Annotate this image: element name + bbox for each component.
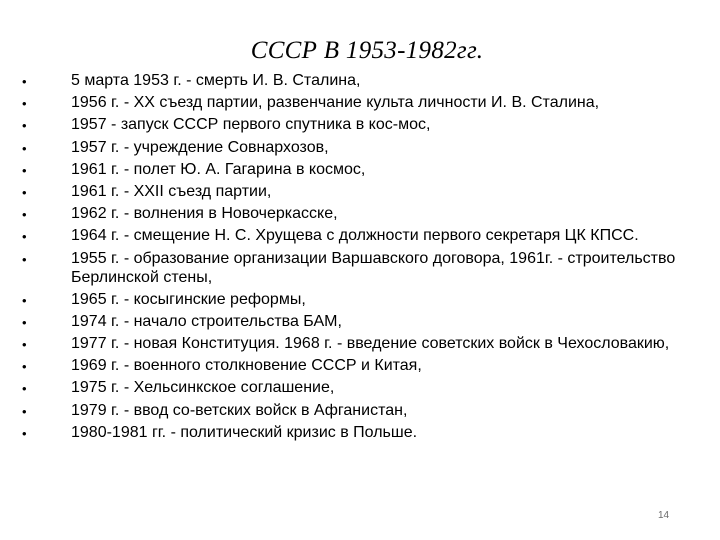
bullet-dot: • (22, 337, 27, 353)
list-item-text: 1969 г. - военного столкновение СССР и Китая, (71, 357, 422, 375)
bullet-dot: • (22, 425, 27, 441)
bullet-dot: • (22, 96, 27, 112)
list-item (22, 182, 702, 201)
list-item (22, 138, 702, 157)
list-item (22, 160, 702, 179)
list-item (22, 401, 702, 420)
bullet-dot: • (22, 207, 27, 223)
list-item-text: 1980-1981 гг. - политический кризис в Польше. (71, 423, 418, 441)
list-item-text: 1975 г. - Хельсинкское соглашение, (71, 379, 335, 397)
bullet-dot: • (22, 118, 27, 134)
bullet-dot: • (22, 314, 27, 330)
list-item (22, 356, 702, 375)
list-item (22, 423, 702, 442)
list-item (22, 71, 702, 90)
list-item-text: 1974 г. - начало строительства БАМ, (71, 312, 342, 330)
list-item (22, 334, 702, 353)
list-item (22, 290, 702, 309)
bullet-dot: • (22, 74, 27, 89)
list-item-text: 5 марта 1953 г. - смерть И. В. Сталина, (71, 72, 361, 89)
bullet-dot: • (22, 292, 27, 308)
list-item (22, 249, 702, 287)
bullet-list (22, 71, 702, 445)
list-item-text: 1957 - запуск СССР первого спутника в кос-мос, (71, 116, 431, 134)
list-item (22, 204, 702, 223)
bullet-dot: • (22, 162, 27, 178)
list-item (22, 93, 702, 112)
list-item-text: 1957 г. - учреждение Совнархозов, (71, 138, 329, 156)
list-item (22, 226, 702, 245)
list-item-text: 1961 г. - XXII съезд партии, (71, 182, 272, 200)
list-item (22, 115, 702, 134)
bullet-dot: • (22, 359, 27, 375)
bullet-dot: • (22, 403, 27, 419)
page-number: 14 (658, 510, 670, 521)
list-item-text: 1962 г. - волнения в Новочеркасске, (71, 205, 338, 223)
bullet-dot: • (22, 229, 27, 245)
list-item-text: 1965 г. - косыгинские реформы, (71, 290, 306, 308)
bullet-dot: • (22, 140, 27, 156)
list-item-text: 1961 г. - полет Ю. А. Гагарина в космос, (71, 160, 366, 178)
bullet-dot: • (22, 251, 27, 267)
list-item-text: 1956 г. - ХХ съезд партии, развенчание культа личности И. В. Сталина, (71, 94, 600, 112)
list-item-text: 1979 г. - ввод со-ветских войск в Афганистан, (71, 401, 408, 419)
list-item-text: 1955 г. - образование организации Варшавского договора, 1961г. - строительство Берлинской стены, (71, 249, 676, 286)
slide-title: СССР В 1953-1982гг. (250, 37, 484, 64)
bullet-dot: • (22, 184, 27, 200)
bullet-dot: • (22, 381, 27, 397)
list-item (22, 378, 702, 397)
list-item-text: 1977 г. - новая Конституция. 1968 г. - введение советских войск в Чехословакию, (71, 335, 670, 353)
list-item (22, 312, 702, 331)
list-item-text: 1964 г. - смещение Н. С. Хрущева с должности первого секретаря ЦК КПСС. (71, 227, 639, 245)
